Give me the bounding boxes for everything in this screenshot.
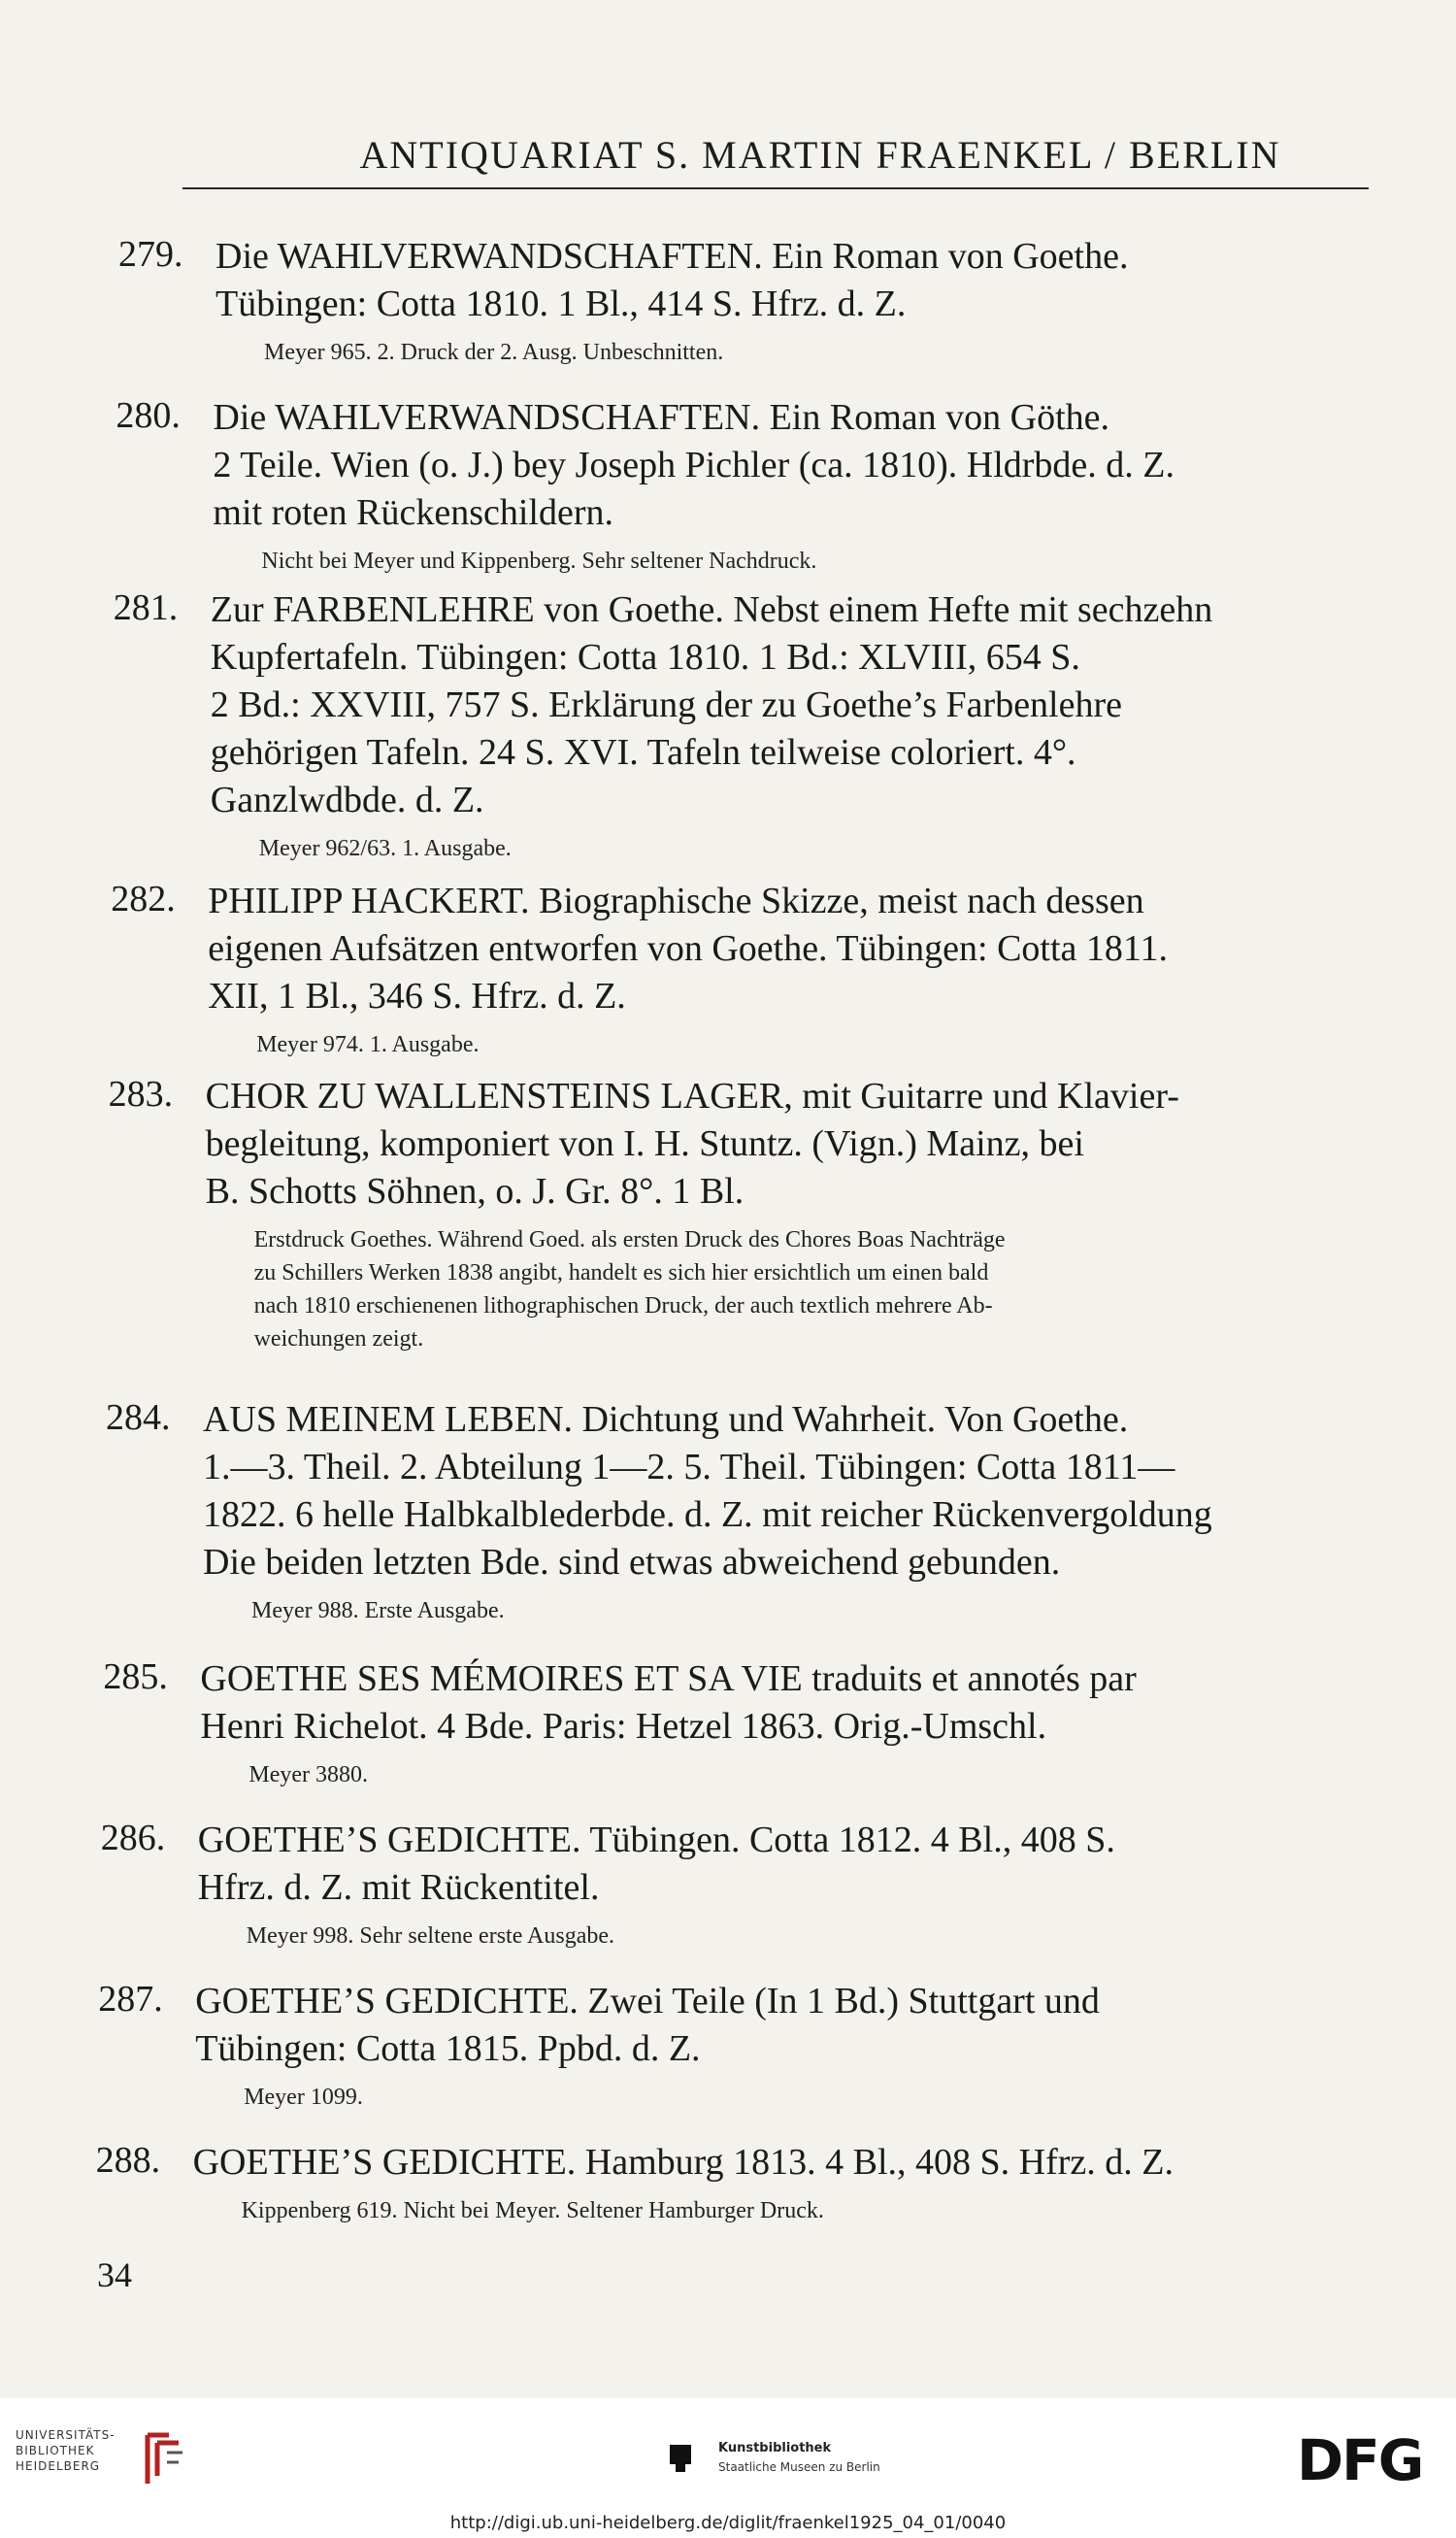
entry-line: Die WAHLVERWANDSCHAFTEN. Ein Roman von Goethe.: [215, 236, 1129, 277]
entry-line: eigenen Aufsätzen entworfen von Goethe. Tübingen: Cotta 1811.: [208, 928, 1168, 969]
entry-text: [213, 394, 1377, 537]
entry-line: 1.—3. Theil. 2. Abteilung 1—2. 5. Theil. Tübingen: Cotta 1811—: [203, 1447, 1175, 1487]
note-line: Nicht bei Meyer und Kippenberg. Sehr seltener Nachdruck.: [261, 549, 817, 574]
note-line: nach 1810 erschienenen lithographischen Druck, der auch textlich mehrere Ab-: [253, 1293, 993, 1319]
entry-number: 288.: [95, 2140, 161, 2181]
dfg-logo[interactable]: DFG: [1297, 2427, 1423, 2493]
entry-line: Die WAHLVERWANDSCHAFTEN. Ein Roman von Göthe.: [213, 397, 1109, 438]
note-line: Kippenberg 619. Nicht bei Meyer. Seltener Hamburger Druck.: [241, 2198, 824, 2223]
entry-line: Ganzlwdbde. d. Z.: [210, 780, 484, 820]
entry-text: [203, 1396, 1368, 1586]
entry-number: 281.: [113, 587, 179, 628]
entry-text: [195, 1978, 1360, 2073]
header-rule: [182, 187, 1369, 189]
source-url[interactable]: http://digi.ub.uni-heidelberg.de/diglit/fraenkel1925_04_01/0040: [449, 2513, 1007, 2533]
entry-line: begleitung, komponiert von I. H. Stuntz. (Vign.) Mainz, bei: [205, 1123, 1084, 1164]
entry-line: GOETHE SES MÉMOIRES ET SA VIE traduits et annotés par: [200, 1658, 1137, 1699]
note-line: Erstdruck Goethes. Während Goed. als ersten Druck des Chores Boas Nachträge: [253, 1227, 1006, 1252]
page-header: ANTIQUARIAT S. MARTIN FRAENKEL / BERLIN: [359, 133, 1281, 177]
entry-line: XII, 1 Bl., 346 S. Hfrz. d. Z.: [208, 976, 626, 1017]
note-line: Meyer 974. 1. Ausgabe.: [256, 1032, 480, 1057]
entry-note: [244, 2081, 1292, 2114]
note-line: Meyer 1099.: [244, 2085, 363, 2110]
entry-text: [211, 586, 1375, 824]
kunstbibliothek-logo[interactable]: [668, 2437, 940, 2486]
entry-line: GOETHE’S GEDICHTE. Tübingen. Cotta 1812. 4 Bl., 408 S.: [197, 1820, 1115, 1860]
entry-line: Zur FARBENLEHRE von Goethe. Nebst einem Hefte mit sechzehn: [210, 589, 1213, 630]
entry-line: AUS MEINEM LEBEN. Dichtung und Wahrheit. Von Goethe.: [203, 1399, 1129, 1440]
footer-bar: [0, 2398, 1456, 2538]
entry-line: gehörigen Tafeln. 24 S. XVI. Tafeln teilweise coloriert. 4°.: [210, 732, 1076, 773]
entry-text: [206, 1073, 1371, 1216]
entry-note: [242, 2194, 1290, 2227]
entry-number: 279.: [118, 234, 183, 275]
entry-line: Tübingen: Cotta 1815. Ppbd. d. Z.: [195, 2028, 701, 2069]
entry-line: GOETHE’S GEDICHTE. Hamburg 1813. 4 Bl., 408 S. Hfrz. d. Z.: [192, 2142, 1175, 2183]
note-line: Meyer 998. Sehr seltene erste Ausgabe.: [246, 1923, 615, 1949]
entry-note: [251, 1594, 1300, 1627]
entry-number: 280.: [116, 395, 181, 436]
note-line: Meyer 965. 2. Druck der 2. Ausg. Unbeschnitten.: [264, 340, 724, 365]
entry-line: Kupfertafeln. Tübingen: Cotta 1810. 1 Bd.: XLVIII, 654 S.: [210, 637, 1080, 678]
entry-note: [256, 1028, 1305, 1061]
entry-note: [248, 1758, 1297, 1791]
page-number: 34: [97, 2255, 132, 2294]
entry-text: [193, 2139, 1358, 2187]
entry-line: CHOR ZU WALLENSTEINS LAGER, mit Guitarre und Klavier-: [205, 1076, 1179, 1117]
entry-line: Tübingen: Cotta 1810. 1 Bl., 414 S. Hfrz. d. Z.: [215, 284, 907, 324]
entry-line: PHILIPP HACKERT. Biographische Skizze, meist nach dessen: [208, 881, 1144, 921]
entry-line: 1822. 6 helle Halbkalblederbde. d. Z. mit reicher Rückenvergoldung: [203, 1494, 1212, 1535]
kunstbibliothek-emblem-icon: [668, 2443, 693, 2472]
entry-number: 287.: [98, 1979, 163, 2020]
note-line: Meyer 962/63. 1. Ausgabe.: [258, 836, 512, 861]
entry-line: GOETHE’S GEDICHTE. Zwei Teile (In 1 Bd.) Stuttgart und: [195, 1981, 1100, 2021]
entry-number: 283.: [108, 1074, 174, 1115]
university-label: UNIVERSITÄTS- BIBLIOTHEK HEIDELBERG: [16, 2428, 116, 2473]
entry-number: 282.: [111, 879, 176, 919]
entry-text: [215, 233, 1380, 328]
entry-text: [208, 878, 1373, 1020]
entry-note: [254, 1223, 1303, 1355]
entry-line: 2 Teile. Wien (o. J.) bey Joseph Pichler (ca. 1810). Hldrbde. d. Z.: [213, 445, 1175, 485]
entry-line: mit roten Rückenschildern.: [213, 492, 614, 533]
kunstbibliothek-name: Kunstbibliothek: [718, 2441, 832, 2455]
entry-number: 285.: [103, 1656, 168, 1697]
entry-number: 284.: [106, 1397, 171, 1438]
university-emblem-icon: [140, 2429, 186, 2489]
entry-line: 2 Bd.: XXVIII, 757 S. Erklärung der zu Goethe’s Farbenlehre: [210, 685, 1122, 725]
note-line: Meyer 3880.: [248, 1762, 369, 1787]
entry-text: [198, 1817, 1363, 1912]
entry-number: 286.: [100, 1818, 166, 1858]
university-library-logo[interactable]: [16, 2427, 190, 2495]
note-line: weichungen zeigt.: [253, 1326, 424, 1352]
entry-note: [264, 336, 1312, 369]
entry-note: [247, 1920, 1295, 1953]
entry-note: [261, 545, 1309, 578]
entry-line: Henri Richelot. 4 Bde. Paris: Hetzel 1863. Orig.-Umschl.: [200, 1706, 1047, 1747]
entry-line: Hfrz. d. Z. mit Rückentitel.: [197, 1867, 600, 1908]
note-line: zu Schillers Werken 1838 angibt, handelt es sich hier ersichtlich um einen bald: [253, 1260, 989, 1286]
kunstbibliothek-subtitle: Staatliche Museen zu Berlin: [718, 2460, 880, 2474]
entry-line: Die beiden letzten Bde. sind etwas abweichend gebunden.: [203, 1542, 1061, 1583]
entry-note: [259, 832, 1307, 865]
entry-line: B. Schotts Söhnen, o. J. Gr. 8°. 1 Bl.: [205, 1171, 745, 1212]
entry-text: [200, 1655, 1365, 1751]
note-line: Meyer 988. Erste Ausgabe.: [251, 1598, 505, 1623]
